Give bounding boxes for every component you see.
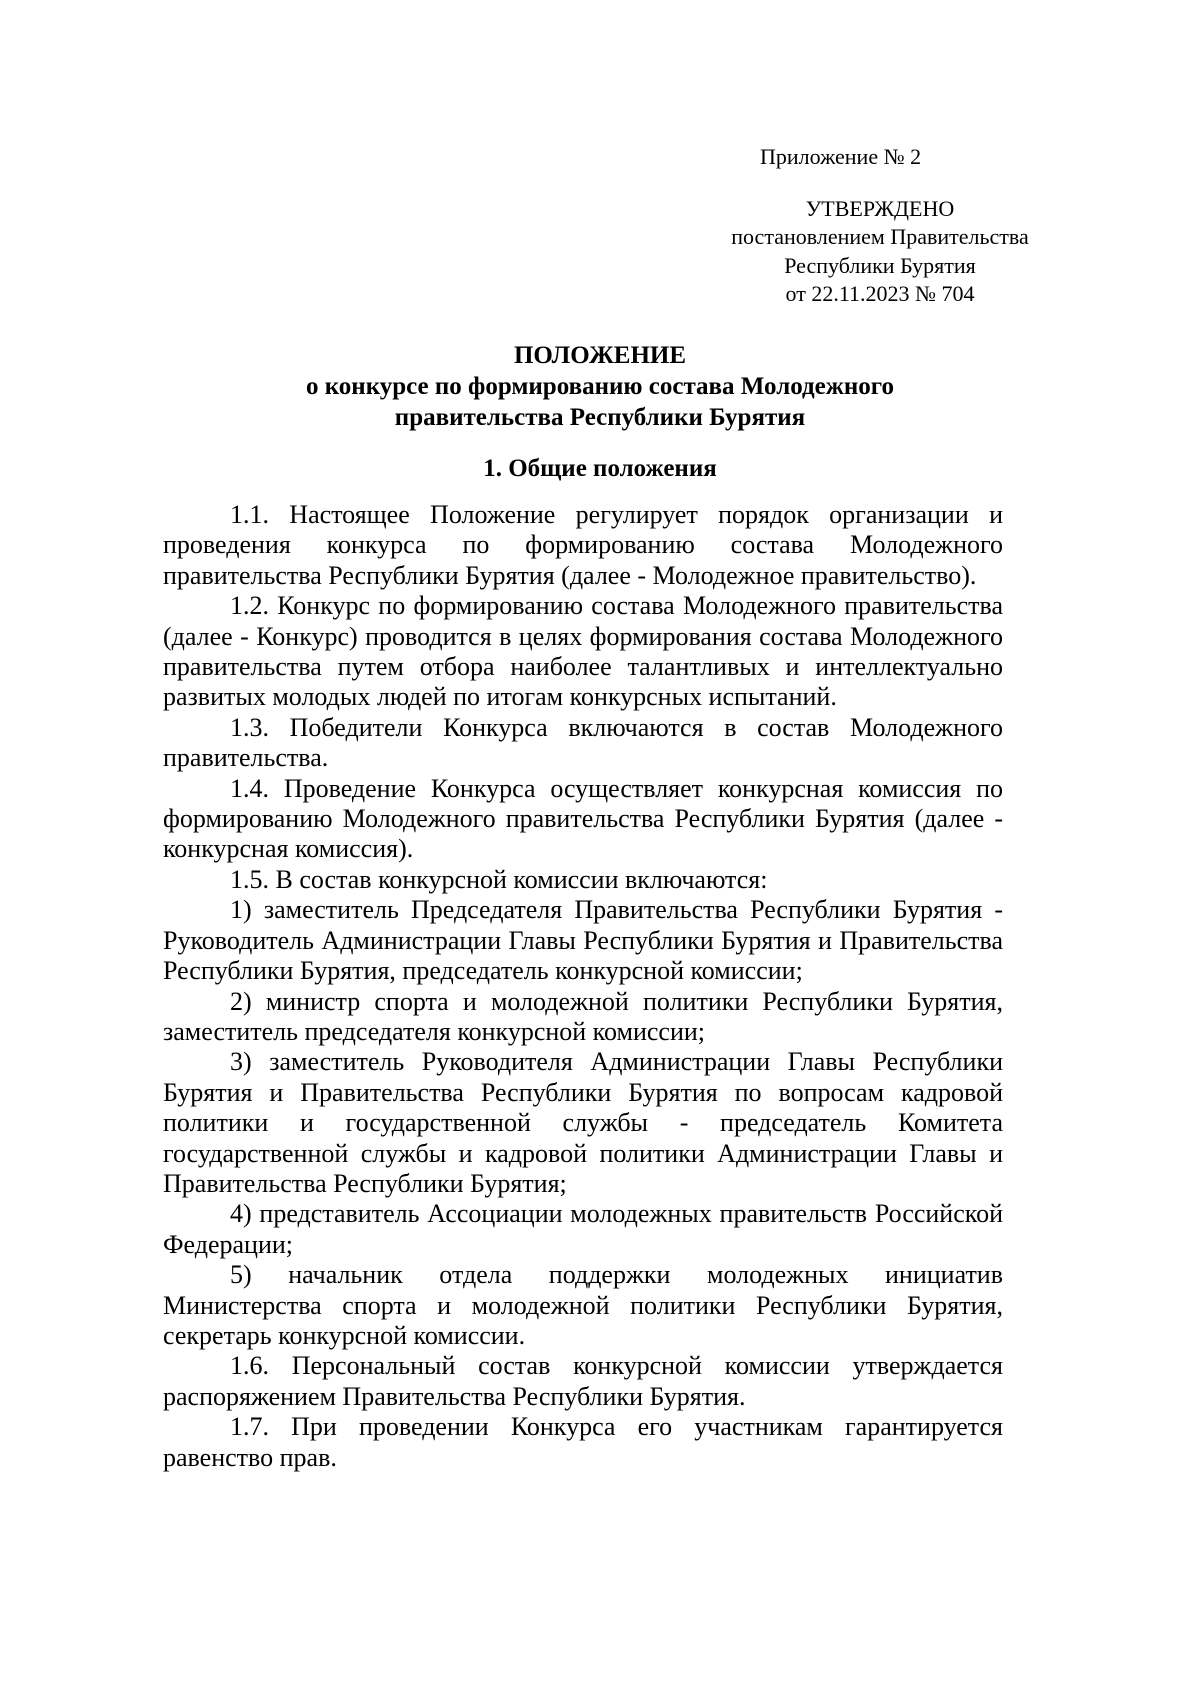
- section-body: [163, 500, 1003, 1473]
- section-heading: 1. Общие положения: [483, 455, 717, 482]
- paragraph-1-4: 1.4. Проведение Конкурса осуществляет конкурсная комиссия по формированию Молодежного правительства Республики Бурятия (далее - конкурсная комиссия).: [163, 773, 1003, 864]
- list-item-2: 2) министр спорта и молодежной политики Республики Бурятия, заместитель председателя конкурсной комиссии;: [163, 986, 1003, 1046]
- list-item-1: 1) заместитель Председателя Правительства Республики Бурятия - Руководитель Администрации Главы Республики Бурятия и Правительства Республики Бурятия, председатель конкурсной комиссии;: [163, 895, 1003, 986]
- document-title: [0, 340, 1200, 433]
- approval-line: от 22.11.2023 № 704: [785, 280, 975, 306]
- approval-line: Республики Бурятия: [784, 252, 976, 278]
- approval-stamp: [700, 195, 1060, 308]
- approval-line: постановлением Правительства: [731, 224, 1029, 250]
- list-item-5: 5) начальник отдела поддержки молодежных инициатив Министерства спорта и молодежной политики Республики Бурятия, секретарь конкурсной комиссии.: [163, 1260, 1003, 1350]
- title-line: о конкурсе по формированию состава Молодежного: [305, 373, 895, 400]
- paragraph-1-2: 1.2. Конкурс по формированию состава Молодежного правительства (далее - Конкурс) проводится в целях формирования состава Молодежного правительства путем отбора наиболее талантливых и интеллектуально развитых молодых людей по итогам конкурсных испытаний.: [163, 591, 1003, 712]
- title-line: ПОЛОЖЕНИЕ: [513, 342, 687, 369]
- paragraph-1-1: 1.1. Настоящее Положение регулирует порядок организации и проведения конкурса по формированию состава Молодежного правительства Республики Бурятия (далее - Молодежное правительство).: [163, 500, 1003, 590]
- paragraph-1-5: 1.5. В состав конкурсной комиссии включаются:: [230, 864, 768, 894]
- appendix-label: Приложение № 2: [760, 144, 922, 169]
- approval-line: УТВЕРЖДЕНО: [805, 196, 955, 221]
- title-line: правительства Республики Бурятия: [394, 404, 806, 431]
- list-item-4: 4) представитель Ассоциации молодежных правительств Российской Федерации;: [163, 1199, 1003, 1259]
- paragraph-1-7: 1.7. При проведении Конкурса его участникам гарантируется равенство прав.: [163, 1412, 1003, 1472]
- paragraph-1-6: 1.6. Персональный состав конкурсной комиссии утверждается распоряжением Правительства Республики Бурятия.: [163, 1351, 1003, 1411]
- paragraph-1-3: 1.3. Победители Конкурса включаются в состав Молодежного правительства.: [163, 712, 1003, 773]
- list-item-3: 3) заместитель Руководителя Администрации Главы Республики Бурятия и Правительства Республики Бурятия по вопросам кадровой политики и государственной службы - председатель Комитета государственной службы и кадровой политики Администрации Главы и Правительства Республики Бурятия;: [163, 1047, 1003, 1198]
